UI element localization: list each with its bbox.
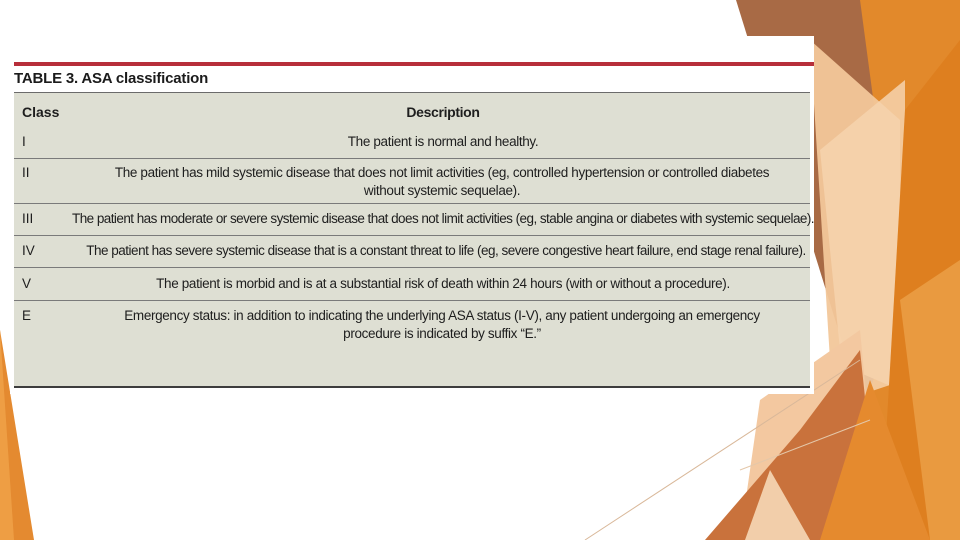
row-class: V — [22, 276, 32, 291]
table-row — [14, 301, 810, 385]
table-row — [14, 236, 810, 268]
row-class: E — [22, 308, 32, 323]
row-description: The patient is morbid and is at a substantial risk of death within 24 hours (with or without a procedure). — [156, 276, 730, 291]
asa-classification-table — [14, 92, 815, 388]
column-header-description: Description — [406, 104, 480, 120]
row-description: The patient has severe systemic disease that is a constant threat to life (eg, severe congestive heart failure, end stage renal failure). — [86, 243, 806, 258]
row-description: Emergency status: in addition to indicating the underlying ASA status (I-V), any patient undergoing an emergency procedure is indicated by suffix “E.” — [124, 308, 760, 341]
row-class: III — [22, 211, 34, 226]
table-row — [14, 129, 810, 159]
row-class: IV — [22, 243, 35, 258]
row-class: I — [22, 134, 26, 149]
table-panel — [10, 36, 814, 394]
table-title: TABLE 3. ASA classification — [14, 70, 209, 87]
table-row — [14, 204, 815, 236]
row-description: The patient is normal and healthy. — [347, 134, 539, 149]
column-header-class: Class — [22, 104, 60, 120]
row-class: II — [22, 165, 30, 180]
table-row — [14, 268, 810, 301]
table-header-row — [14, 93, 810, 129]
table-row — [14, 159, 810, 204]
row-description: The patient has moderate or severe systemic disease that does not limit activities (eg, stable angina or diabetes with systemic sequelae). — [72, 211, 815, 226]
row-description: The patient has mild systemic disease that does not limit activities (eg, controlled hypertension or controlled diabetes without systemic sequelae). — [114, 165, 770, 198]
title-rule — [14, 62, 814, 66]
